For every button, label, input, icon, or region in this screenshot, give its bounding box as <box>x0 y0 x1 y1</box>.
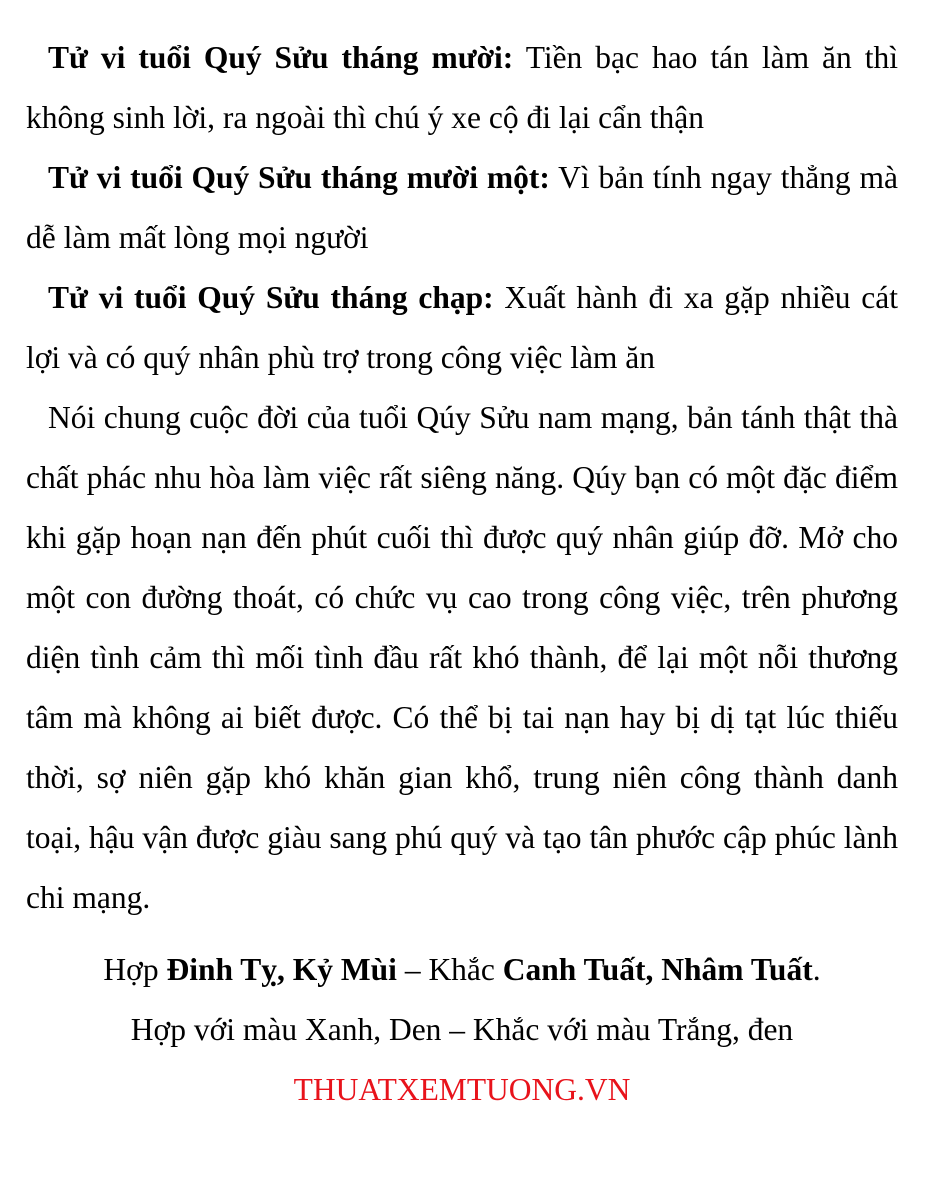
separator: – <box>404 952 421 987</box>
line-end: . <box>812 952 821 987</box>
month-10-heading: Tử vi tuổi Quý Sửu tháng mười: <box>48 40 514 75</box>
month-12-paragraph <box>26 268 898 388</box>
colors-line: Hợp với màu Xanh, Den – Khắc với màu Trắng, đen <box>130 1012 794 1047</box>
summary-paragraph: Nói chung cuộc đời của tuổi Qúy Sửu nam mạng, bản tánh thật thà chất phác nhu hòa làm việc rất siêng năng. Qúy bạn có một đặc điểm khi gặp hoạn nạn đến phút cuối thì được quý nhân giúp đỡ. Mở cho một con đường thoát, có chức vụ cao trong công việc, trên phương diện tình cảm thì mối tình đầu rất khó thành, để lại một nỗi thương tâm mà không ai biết được. Có thể bị tai nạn hay bị dị tạt lúc thiếu thời, sợ niên gặp khó khăn gian khổ, trung niên công thành danh toại, hậu vận được giàu sang phú quý và tạo tân phước cập phúc lành chi mạng. <box>26 400 898 915</box>
month-10-paragraph <box>26 28 898 148</box>
month-11-heading: Tử vi tuổi Quý Sửu tháng mười một: <box>48 160 550 195</box>
site-watermark: THUATXEMTUONG.VN <box>293 1072 631 1107</box>
month-11-paragraph <box>26 148 898 268</box>
hop-label: Hợp <box>103 952 159 987</box>
month-12-text: Xuất hành đi xa gặp nhiều cát lợi và có quý nhân phù trợ trong công việc làm ăn <box>26 280 898 375</box>
khac-value: Canh Tuất, Nhâm Tuất <box>502 952 813 987</box>
month-12-heading: Tử vi tuổi Quý Sửu tháng chạp: <box>48 280 494 315</box>
document-page <box>26 28 898 1120</box>
hop-value: Đinh Tỵ, Kỷ Mùi <box>166 952 397 987</box>
month-10-text: Tiền bạc hao tán làm ăn thì không sinh lời, ra ngoài thì chú ý xe cộ đi lại cẩn thận <box>26 40 898 135</box>
khac-label: Khắc <box>428 952 495 987</box>
compatibility-line <box>26 940 898 1000</box>
month-11-text: Vì bản tính ngay thẳng mà dễ làm mất lòng mọi người <box>26 160 898 255</box>
